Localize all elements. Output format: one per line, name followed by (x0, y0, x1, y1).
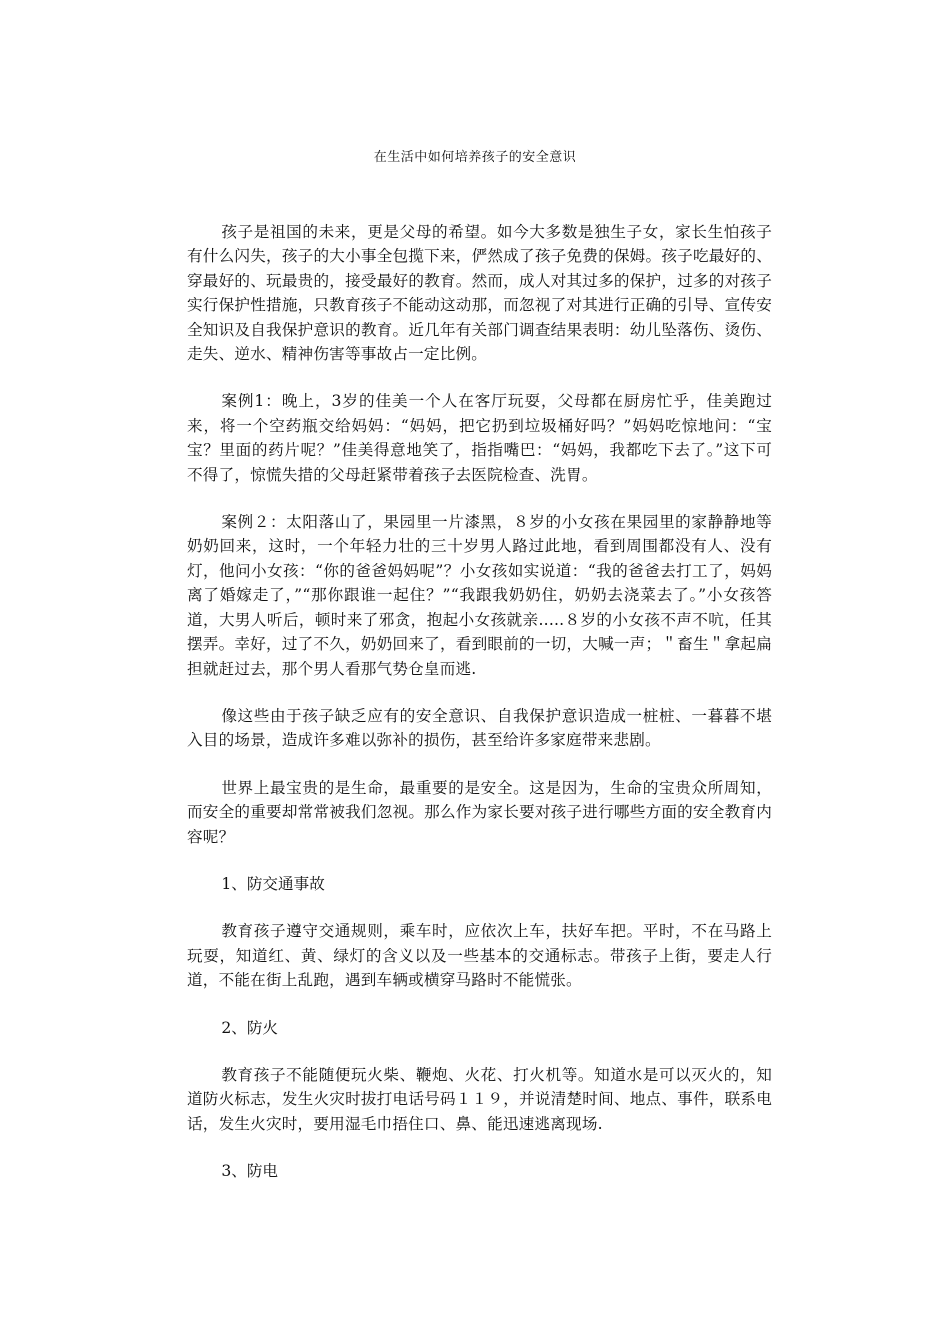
reflection-paragraph: 像这些由于孩子缺乏应有的安全意识、自我保护意识造成一桩桩、一暮暮不堪入目的场景，造成许多难以弥补的损伤，甚至给许多家庭带来悲剧。 (187, 706, 772, 750)
case-1-paragraph: 案例1：晚上，3岁的佳美一个人在客厅玩耍，父母都在厨房忙乎，佳美跑过来，将一个空药瓶交给妈妈：“妈妈，把它扔到垃圾桶好吗？”妈妈吃惊地问：“宝宝？里面的药片呢？”佳美得意地笑了，指指嘴巴：“妈妈，我都吃下去了。”这下可不得了，惊慌失措的父母赶紧带着孩子去医院检查、洗胃。 (187, 392, 772, 484)
safety-importance-paragraph: 世界上最宝贵的是生命，最重要的是安全。这是因为，生命的宝贵众所周知，而安全的重要却常常被我们忽视。那么作为家长要对孩子进行哪些方面的安全教育内容呢？ (187, 778, 772, 846)
document-body (187, 220, 772, 1207)
section-heading-electricity: 3、防电 (221, 1162, 279, 1181)
traffic-safety-paragraph: 教育孩子遵守交通规则，乘车时，应依次上车，扶好车把。平时，不在马路上玩耍，知道红、黄、绿灯的含义以及一些基本的交通标志。带孩子上街，要走人行道，不能在街上乱跑，遇到车辆或横穿马路时不能慌张。 (187, 922, 772, 990)
section-heading-traffic: 1、防交通事故 (221, 874, 325, 893)
intro-paragraph: 孩子是祖国的未来，更是父母的希望。如今大多数是独生子女，家长生怕孩子有什么闪失，孩子的大小事全包揽下来，俨然成了孩子免费的保姆。孩子吃最好的、穿最好的、玩最贵的，接受最好的教育。然而，成人对其过多的保护，过多的对孩子实行保护性措施，只教育孩子不能动这动那，而忽视了对其进行正确的引导、宣传安全知识及自我保护意识的教育。近几年有关部门调查结果表明：幼儿坠落伤、烫伤、走失、逆水、精神伤害等事故占一定比例。 (187, 223, 772, 364)
document-title: 在生活中如何培养孩子的安全意识 (373, 150, 577, 165)
case-2-paragraph: 案例２：太阳落山了，果园里一片漆黑，８岁的小女孩在果园里的家静静地等奶奶回来，这时，一个年轻力壮的三十岁男人路过此地，看到周围都没有人、没有灯，他问小女孩：“你的爸爸妈妈呢”？小女孩如实说道：“我的爸爸去打工了，妈妈离了婚嫁走了，”“那你跟谁一起住？”“我跟我奶奶住，奶奶去浇菜去了。”小女孩答道，大男人听后，顿时来了邪贪，抱起小女孩就亲.....８岁的小女孩不声不吭，任其摆弄。幸好，过了不久，奶奶回来了，看到眼前的一切，大喊一声；＂畜生＂拿起扁担就赶过去，那个男人看那气势仓皇而逃. (187, 513, 772, 678)
section-heading-fire: 2、防火 (221, 1018, 279, 1037)
fire-safety-paragraph: 教育孩子不能随便玩火柴、鞭炮、火花、打火机等。知道水是可以灭火的，知道防火标志，发生火灾时拔打电话号码１１９，并说清楚时间、地点、事件，联系电话，发生火灾时，要用湿毛巾捂住口、鼻、能迅速逃离现场. (187, 1065, 772, 1133)
